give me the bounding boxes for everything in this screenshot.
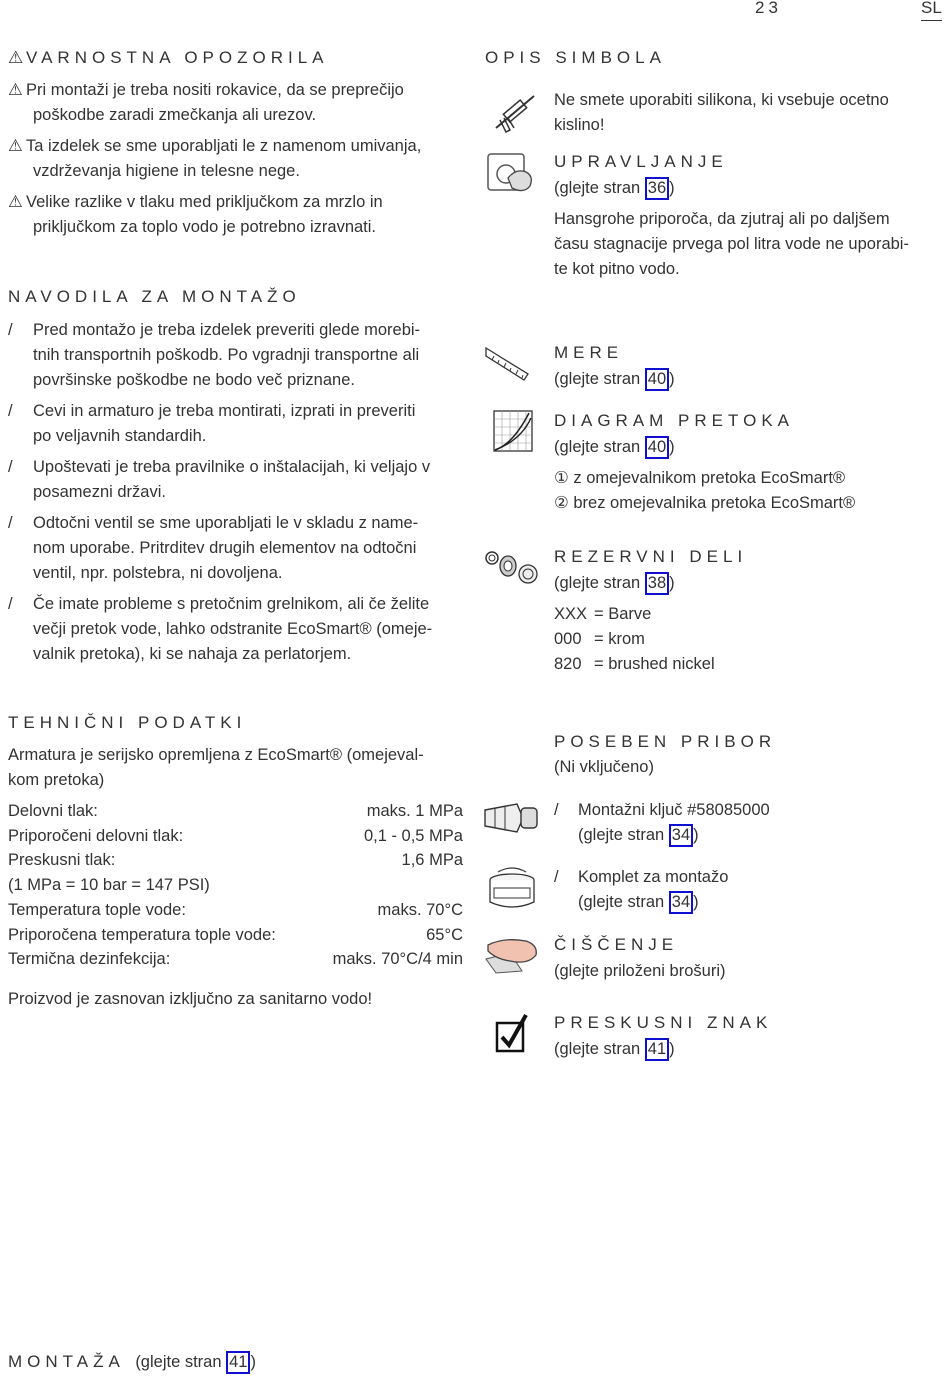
- assembly-item-4: / Odtočni ventil se sme uporabljati le v skladu z name- nom uporabe. Pritrditev drugih elementov na odtočni ventil, npr. polstebra, ni dovoljena.: [8, 514, 419, 582]
- assembly-notes: [8, 318, 478, 678]
- spares-ref: (glejte stran 38 ): [554, 571, 675, 596]
- warning-icon: ⚠: [8, 48, 29, 67]
- tech-intro: Armatura je serijsko opremljena z EcoSmart® (omejeval- kom pretoka): [8, 746, 424, 789]
- accessory-item-1: / Montažni ključ #58085000 (glejte stran 34 ): [554, 798, 934, 848]
- warning-icon: ⚠: [8, 81, 23, 99]
- spares-code-row: 820 = brushed nickel: [554, 655, 715, 673]
- dimensions-ref: (glejte stran 40 ): [554, 367, 675, 392]
- page-ref[interactable]: 34: [669, 824, 693, 847]
- ruler-icon: [484, 344, 530, 382]
- warning-icon: ⚠: [8, 137, 23, 155]
- tech-row: Delovni tlak: maks. 1 MPa: [8, 802, 463, 820]
- assembly-item-1: / Pred montažo je treba izdelek preveriti glede morebi- tnih transportnih poškodb. Po vgradnji transportne ali površinske poškodbe ne bodo več priznane.: [8, 321, 421, 389]
- accessory-item-2: / Komplet za montažo (glejte stran 34 ): [554, 865, 934, 915]
- spares-code-row: XXX = Barve: [554, 605, 652, 623]
- page-ref[interactable]: 40: [645, 368, 669, 391]
- page-number: 23: [755, 0, 782, 17]
- mounting-key-icon: [483, 800, 541, 836]
- flow-ref: (glejte stran 40 ): [554, 435, 675, 460]
- operation-ref: (glejte stran 36 ): [554, 176, 675, 201]
- accessories-heading: POSEBEN PRIBOR: [554, 732, 777, 751]
- operation-text: Hansgrohe priporoča, da zjutraj ali po daljšem času stagnacije prvega pol litra vode ne uporabi- te kot pitno vodo.: [554, 210, 909, 278]
- spare-parts-icon: [484, 548, 542, 584]
- tech-row: Termična dezinfekcija: maks. 70°C/4 min: [8, 950, 463, 968]
- test-mark-heading: PRESKUSNI ZNAK: [554, 1013, 773, 1032]
- assembly-item-5: / Če imate probleme s pretočnim grelnikom, ali če želite večji pretok vode, lahko odstranite EcoSmart® (omeje- valnik pretoka), ki se nahaja za perlatorjem.: [8, 595, 433, 663]
- page-ref[interactable]: 38: [645, 572, 669, 595]
- flow-diagram-icon: [493, 410, 533, 452]
- flow-items: ① z omejevalnikom pretoka EcoSmart® ② brez omejevalnika pretoka EcoSmart®: [554, 469, 856, 512]
- language-code: SL: [921, 0, 942, 21]
- safety-item-1: ⚠ Pri montaži je treba nositi rokavice, da se preprečijo poškodbe zaradi zmečkanja ali urezov.: [8, 78, 468, 128]
- hand-handle-icon: [486, 152, 536, 196]
- assembly-item-3: / Upoštevati je treba pravilnike o inštalacijah, ki veljajo v posamezni državi.: [8, 458, 431, 501]
- silicone-note: Ne smete uporabiti silikona, ki vsebuje ocetno kislino!: [554, 91, 889, 134]
- mounting-kit-icon: [486, 868, 538, 912]
- tech-row: Priporočena temperatura tople vode: 65°C: [8, 926, 463, 944]
- footer-ref: (glejte stran 41 ): [135, 1353, 256, 1371]
- cleaning-heading: ČIŠČENJE: [554, 935, 679, 954]
- checkmark-icon: [495, 1013, 529, 1053]
- page-ref[interactable]: 41: [645, 1038, 669, 1061]
- flow-heading: DIAGRAM PRETOKA: [554, 411, 794, 430]
- footer-heading: MONTAŽA: [8, 1352, 125, 1371]
- operation-heading: UPRAVLJANJE: [554, 152, 728, 171]
- spares-code-row: 000 = krom: [554, 630, 645, 648]
- tech-heading: TEHNIČNI PODATKI: [8, 713, 247, 732]
- safety-heading: ⚠VARNOSTNA OPOZORILA: [8, 48, 329, 67]
- tech-row: (1 MPa = 10 bar = 147 PSI): [8, 876, 210, 894]
- spares-heading: REZERVNI DELI: [554, 547, 748, 566]
- assembly-heading: NAVODILA ZA MONTAŽO: [8, 287, 301, 306]
- symbols-heading: OPIS SIMBOLA: [485, 48, 666, 67]
- tech-note: Proizvod je zasnovan izključno za sanitarno vodo!: [8, 990, 373, 1008]
- cleaning-hand-icon: [482, 933, 542, 975]
- safety-item-2: ⚠ Ta izdelek se sme uporabljati le z namenom umivanja, vzdrževanja higiene in telesne nege.: [8, 134, 468, 184]
- tech-row: Temperatura tople vode: maks. 70°C: [8, 901, 463, 919]
- safety-item-3: ⚠ Velike razlike v tlaku med priključkom za mrzlo in priključkom za toplo vodo je potrebno izravnati.: [8, 190, 468, 240]
- page-ref[interactable]: 40: [645, 436, 669, 459]
- spares-codes: [554, 602, 934, 677]
- assembly-item-2: / Cevi in armaturo je treba montirati, izprati in preveriti po veljavnih standardih.: [8, 402, 416, 445]
- page-ref[interactable]: 34: [669, 891, 693, 914]
- dimensions-heading: MERE: [554, 343, 624, 362]
- test-mark-ref: (glejte stran 41 ): [554, 1037, 675, 1062]
- silicone-gun-icon: [490, 90, 540, 135]
- tech-row: Preskusni tlak: 1,6 MPa: [8, 851, 463, 869]
- cleaning-text: (glejte priloženi brošuri): [554, 962, 726, 980]
- footer-assembly: [8, 1350, 256, 1375]
- accessories-subtitle: (Ni vključeno): [554, 758, 654, 776]
- page-ref[interactable]: 36: [645, 177, 669, 200]
- tech-row: Priporočeni delovni tlak: 0,1 - 0,5 MPa: [8, 827, 463, 845]
- page-ref[interactable]: 41: [226, 1351, 250, 1374]
- warning-icon: ⚠: [8, 193, 23, 211]
